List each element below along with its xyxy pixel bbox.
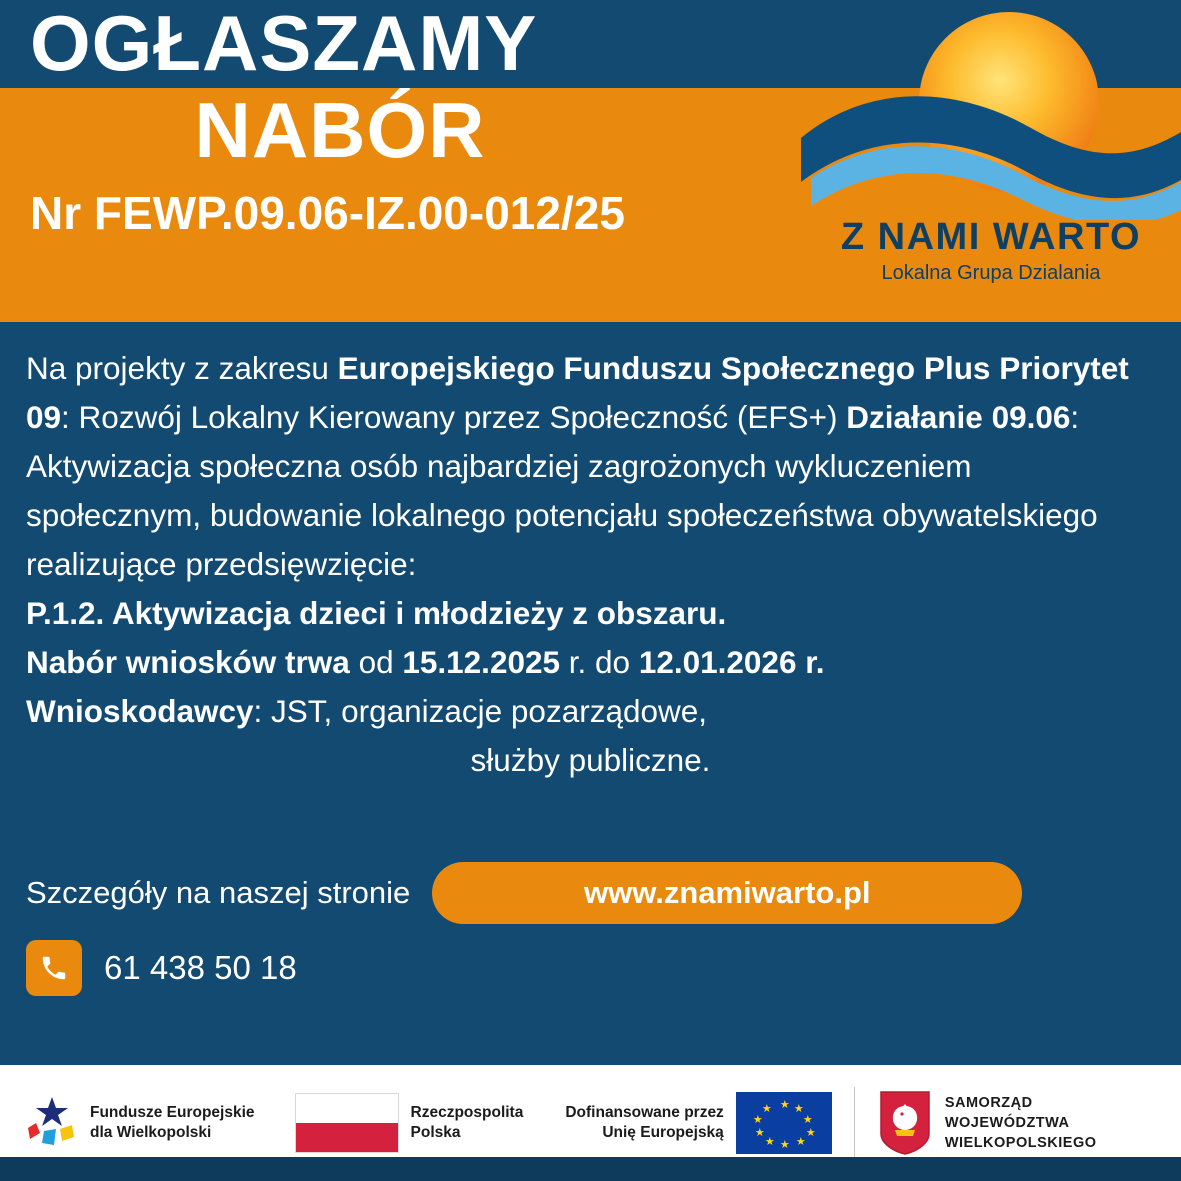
call-number: Nr FEWP.09.06-IZ.00-012/25 xyxy=(30,187,625,239)
text-intro: Na projekty z zakresu xyxy=(26,350,338,386)
cofinanced-line-2: Unię Europejską xyxy=(602,1124,724,1141)
cofinanced-text xyxy=(565,1103,723,1143)
flag-white-band xyxy=(296,1094,398,1123)
text-applicants-label: Wnioskodawcy xyxy=(26,693,254,729)
voivodeship-line-2: WOJEWÓDZTWA xyxy=(944,1115,1070,1131)
cofinanced-line-1: Dofinansowane przez xyxy=(565,1104,724,1121)
flag-red-band xyxy=(296,1123,398,1152)
website-row xyxy=(26,862,1155,924)
text-from: od xyxy=(349,644,403,680)
footer-item-voivodeship xyxy=(877,1090,1097,1156)
text-applicants-list-2: służby publiczne. xyxy=(470,742,711,778)
website-button[interactable] xyxy=(432,862,1022,924)
text-start-date: 15.12.2025 xyxy=(402,644,561,680)
text-fund-name: Europejskiego Funduszu Społecznego Plus Priorytet 09 xyxy=(26,350,1129,435)
poster-body xyxy=(0,322,1181,1065)
phone-number: 61 438 50 18 xyxy=(104,949,297,986)
voivodeship-line-1: SAMORZĄD xyxy=(944,1095,1033,1111)
footer-item-republic xyxy=(295,1093,524,1153)
voivodeship-line-3: WIELKOPOLSKIEGO xyxy=(944,1135,1097,1151)
header-text-block xyxy=(0,0,780,246)
european-funds-icon xyxy=(26,1095,78,1151)
text-action-code: Działanie 09.06 xyxy=(846,399,1071,435)
poster-header xyxy=(0,0,1181,322)
text-applicants-list: : JST, organizacje pozarządowe, xyxy=(253,693,708,729)
funds-line-2: dla Wielkopolski xyxy=(90,1124,212,1141)
page-title-line1: OGŁASZAMY xyxy=(30,0,538,87)
republic-text xyxy=(411,1103,524,1143)
text-action-desc: : Aktywizacja społeczna osób najbardziej zagrożonych wykluczeniem społecznym, budowanie lokalnego potencjału społeczeństwa obywatelskiego realizujące przedsięwzięcie: xyxy=(26,399,1098,582)
text-priority-desc: : Rozwój Lokalny Kierowany przez Społeczność (EFS+) xyxy=(61,399,847,435)
voivodeship-text xyxy=(945,1093,1097,1153)
logo-name: Z NAMI WARTO xyxy=(840,216,1142,258)
page-title-line2: NABÓR xyxy=(194,86,486,174)
republic-line-1: Rzeczpospolita xyxy=(410,1104,524,1121)
organization-logo xyxy=(801,10,1181,310)
text-project-item: P.1.2. Aktywizacja dzieci i młodzieży z obszaru. xyxy=(26,595,727,631)
eu-flag-icon: ★ ★ ★ ★ ★ ★ ★ ★ ★ ★ xyxy=(736,1092,832,1154)
text-end-date: 12.01.2026 r. xyxy=(638,644,825,680)
funds-text xyxy=(90,1103,255,1143)
footer-item-cofinanced xyxy=(565,1092,831,1154)
republic-line-2: Polska xyxy=(410,1124,461,1141)
logo-subtitle: Lokalna Grupa Dzialania xyxy=(881,262,1101,284)
wielkopolska-crest-icon xyxy=(877,1090,933,1156)
bottom-bar xyxy=(0,1157,1181,1181)
sun-and-waves-icon xyxy=(801,10,1181,220)
poland-flag-icon xyxy=(295,1093,399,1153)
announcement-paragraph xyxy=(26,344,1155,785)
footer-item-funds xyxy=(26,1095,255,1151)
footer-divider xyxy=(854,1087,855,1159)
phone-row xyxy=(26,940,297,996)
text-to: r. do xyxy=(560,644,639,680)
phone-icon xyxy=(26,940,82,996)
website-url: www.znamiwarto.pl xyxy=(584,875,871,910)
text-application-period-label: Nabór wniosków trwa xyxy=(26,644,350,680)
details-label: Szczegóły na naszej stronie xyxy=(26,875,411,910)
funds-line-1: Fundusze Europejskie xyxy=(90,1104,255,1121)
